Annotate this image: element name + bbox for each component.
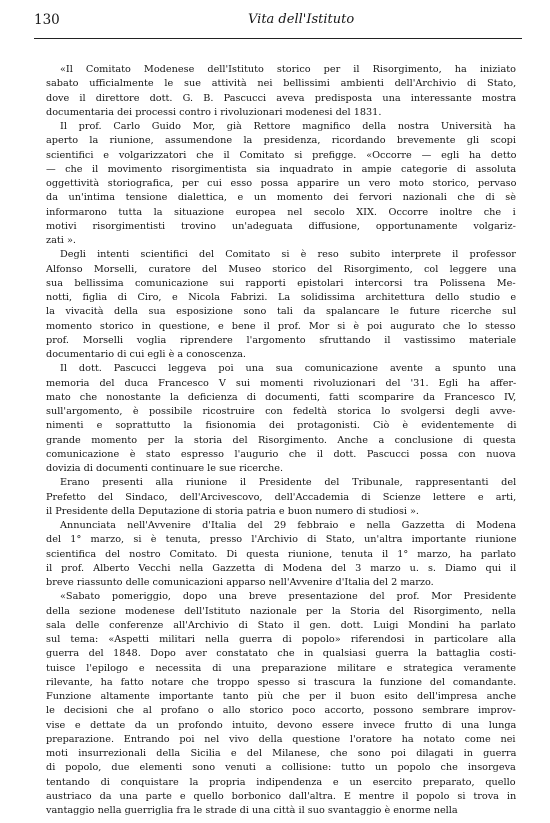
text-line: di popolo, due elementi sono venuti a collisione: tutto un popolo che insorgeva xyxy=(46,762,516,774)
text-line: scientifica del nostro Comitato. Di questa riunione, tenuta il 1° marzo, ha parlato xyxy=(46,548,517,560)
text-line: documentaria dei processi contro i rivoluzionari modenesi del 1831. xyxy=(46,106,382,118)
text-line: Annunciata nell'Avvenire d'Italia del 29 febbraio e nella Gazzetta di Modena xyxy=(60,520,516,531)
text-line: sala delle conferenze all'Archivio di Stato il gen. dott. Luigi Mondini ha parlato xyxy=(46,619,516,631)
text-line: sul tema: «Aspetti militari nella guerra di popolo» riferendosi in particolare alla xyxy=(46,634,516,645)
text-line: zati ». xyxy=(46,235,76,246)
text-line: Il prof. Carlo Guido Mor, già Rettore magnifico della nostra Università ha xyxy=(60,121,516,132)
text-line: vantaggio nella guerriglia fra le strade di una città il suo svantaggio è enorme nella xyxy=(46,805,458,816)
text-line: dovizia di documenti continuare le sue ricerche. xyxy=(46,463,284,474)
text-line: scientifici e volgarizzatori che il Comitato si prefigge. «Occorre — egli ha detto xyxy=(46,149,517,161)
text-line: motivi risorgimentisti trovino un'adeguata diffusione, opportunamente volgariz- xyxy=(46,220,516,232)
text-line: sabato ufficialmente le sue attività nei bellissimi ambienti dell'Archivio di Stato, xyxy=(46,78,517,90)
text-line: «Il Comitato Modenese dell'Istituto storico per il Risorgimento, ha iniziato xyxy=(60,64,516,75)
text-line: Erano presenti alla riunione il Presidente del Tribunale, rappresentanti del xyxy=(60,477,517,489)
running-title: Vita dell'Istituto xyxy=(248,12,355,27)
text-line: nimenti e soprattutto la fisionomia dei protagonisti. Ciò è evidentemente di xyxy=(46,420,517,432)
text-line: comunicazione è stato espresso l'augurio che il dott. Pascucci possa con nuova xyxy=(46,448,516,460)
text-line: Funzione altamente importante tanto più che per il buon esito dell'impresa anche xyxy=(46,691,517,702)
text-line: moti insurrezionali della Sicilia e del Milanese, che sono poi dilagati in guerra xyxy=(46,748,517,759)
text-line: preparazione. Entrando poi nel vivo della questione l'oratore ha notato come nei xyxy=(46,733,516,745)
text-line: il prof. Alberto Vecchi nella Gazzetta di Modena del 3 marzo u. s. Diamo qui il xyxy=(46,562,517,574)
text-line: della sezione modenese dell'Istituto nazionale per la Storia del Risorgimento, nella xyxy=(46,605,516,617)
text-line: rilevante, ha fatto notare che troppo spesso si trascura la funzione del comandante. xyxy=(46,676,517,688)
page-number: 130 xyxy=(34,12,60,28)
text-line: Degli intenti scientifici del Comitato si è reso subito interprete il professor xyxy=(60,249,516,261)
text-line: vise e dettate da un profondo intuito, devono essere invece frutto di una lunga xyxy=(46,719,517,731)
text-line: da un'intima tensione dialettica, e un momento dei fervori nazionali che di sè xyxy=(46,192,516,204)
text-line: grande momento per la storia del Risorgimento. Anche a conclusione di questa xyxy=(46,434,516,446)
text-line: Il dott. Pascucci leggeva poi una sua comunicazione avente a spunto una xyxy=(60,363,517,375)
text-line: prof. Morselli voglia riprendere l'argomento sfruttando il vastissimo materiale xyxy=(46,334,517,346)
text-line: «Sabato pomeriggio, dopo una breve presentazione del prof. Mor Presidente xyxy=(60,591,517,603)
text-line: Alfonso Morselli, curatore del Museo storico del Risorgimento, col leggere una xyxy=(46,263,517,275)
text-line: notti, figlia di Ciro, e Nicola Fabrizi. La solidissima architettura dello studio e xyxy=(46,292,517,303)
text-line: tuisce l'epilogo e necessita di una preparazione militare e strategica veramente xyxy=(46,662,517,674)
text-line: momento storico in questione, e bene il prof. Mor si è poi augurato che lo stesso xyxy=(46,320,516,332)
text-line: dove il direttore dott. G. B. Pascucci aveva predisposta una interessante mostra xyxy=(46,92,517,104)
text-line: oggettività storiografica, per cui esso possa apparire un vero moto storico, pervaso xyxy=(46,178,517,189)
text-line: austriaco da una parte e quello borbonico dall'altra. E mentre il popolo si trova in xyxy=(46,790,517,802)
text-line: documentario di cui egli è a conoscenza. xyxy=(46,349,246,360)
text-line: tentando di conquistare la propria indipendenza e un esercito preparato, quello xyxy=(46,776,516,788)
header-rule xyxy=(34,38,522,39)
text-line: — che il movimento risorgimentista sia inquadrato in ampie categorie di assoluta xyxy=(46,163,517,175)
text-line: breve riassunto delle comunicazioni apparso nell'Avvenire d'Italia del 2 marzo. xyxy=(46,577,434,588)
text-line: mato che nonostante la deficienza di documenti, fatti scomparire da Francesco IV, xyxy=(46,391,517,403)
text-line: guerra del 1848. Dopo aver constatato che in qualsiasi guerra la battaglia costi- xyxy=(46,648,516,660)
text-line: aperto la riunione, assumendone la presidenza, ricordando brevemente gli scopi xyxy=(46,135,516,147)
text-line: sua bellissima comunicazione sui rapporti epistolari intercorsi tra Polissena Me- xyxy=(46,277,516,289)
page-header xyxy=(34,12,522,46)
text-line: la vivacità della sua esposizione sono tali da spalancare le future ricerche sul xyxy=(46,306,517,318)
text-line: le decisioni che al profano o allo storico poco accorto, possono sembrare improv- xyxy=(46,705,516,717)
text-line: Prefetto del Sindaco, dell'Arcivescovo, dell'Accademia di Scienze lettere e arti, xyxy=(46,491,517,503)
text-line: del 1° marzo, si è tenuta, presso l'Archivio di Stato, un'altra importante riunione xyxy=(46,534,517,546)
text-line: memoria del duca Francesco V sui momenti rivoluzionari del '31. Egli ha affer- xyxy=(46,377,517,389)
text-line: informarono tutta la situazione europea nel secolo XIX. Occorre inoltre che i xyxy=(46,206,516,218)
text-line: il Presidente della Deputazione di storia patria e buon numero di studiosi ». xyxy=(46,505,420,517)
text-line: sull'argomento, è possibile ricostruire con fedeltà storica lo svolgersi degli avve- xyxy=(46,406,516,417)
